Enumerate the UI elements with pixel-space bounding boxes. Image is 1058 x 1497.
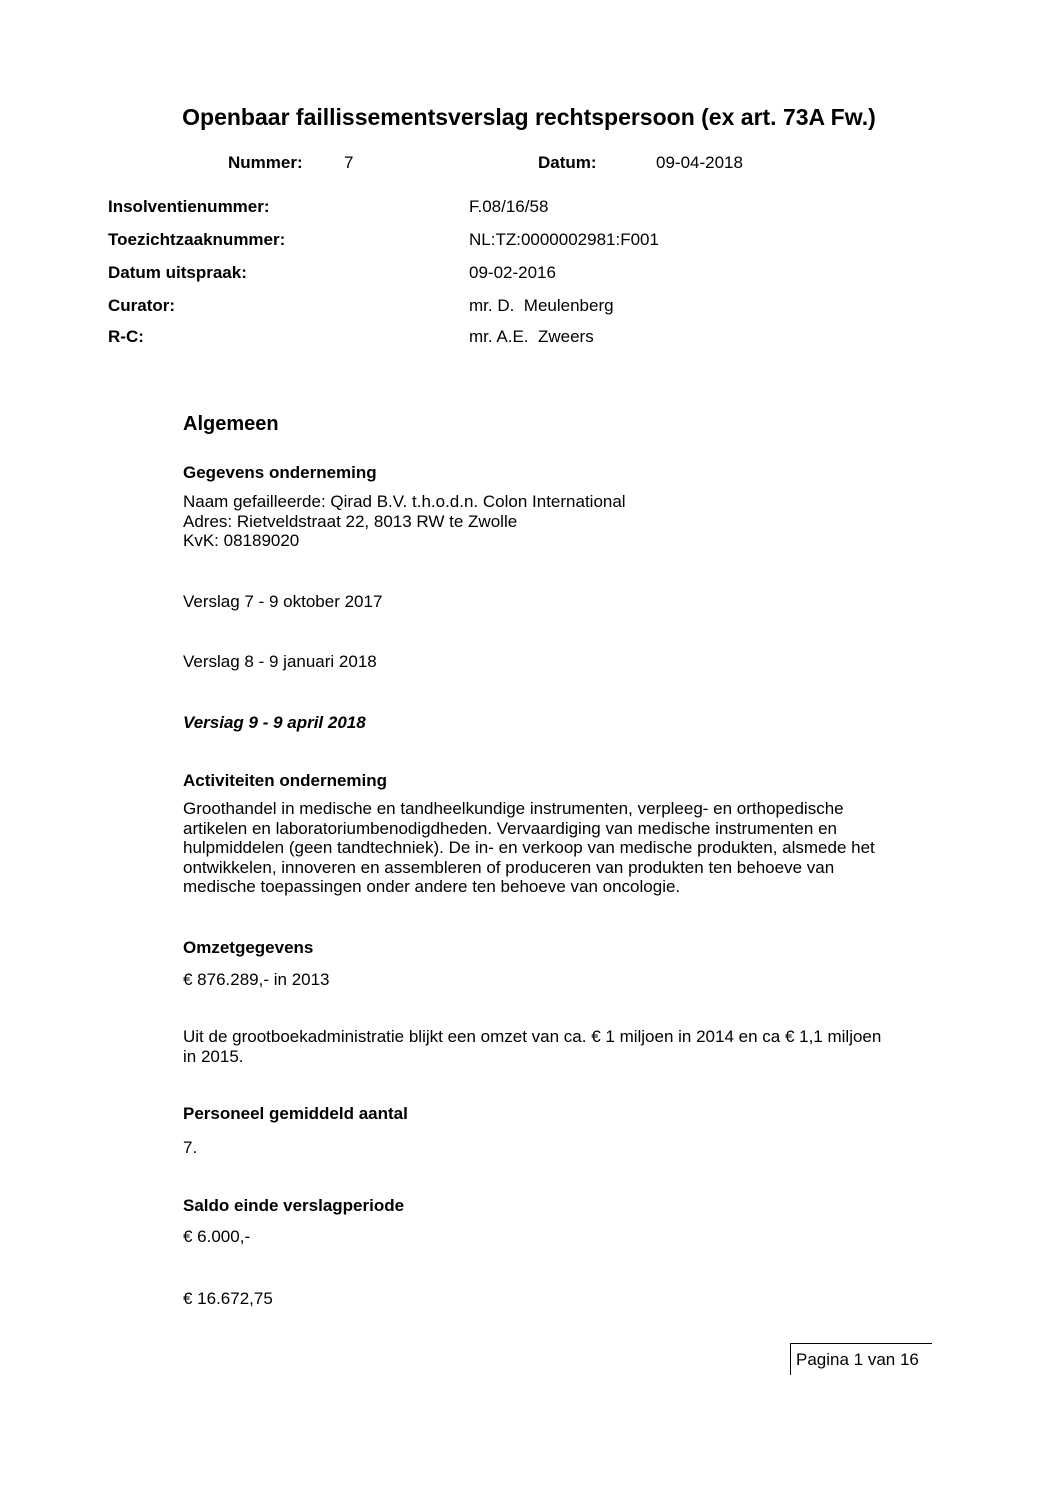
activiteiten-line: artikelen en laboratoriumbenodigdheden. Vervaardiging van medische instrumenten en <box>183 818 837 838</box>
gegevens-line-kvk: KvK: 08189020 <box>183 531 300 550</box>
meta-label-toezichtzaaknummer: Toezichtzaaknummer: <box>108 230 286 249</box>
activiteiten-line: hulpmiddelen (geen tandtechniek). De in- en verkoop van medische produkten, alsmede het <box>183 838 875 857</box>
activiteiten-line: ontwikkelen, innoveren en assembleren of produceren van produkten ten behoeve van <box>183 857 835 877</box>
meta-value-curator: mr. D. Meulenberg <box>469 296 614 315</box>
section-title-algemeen: Algemeen <box>183 413 279 435</box>
meta-value-datum-uitspraak: 09-02-2016 <box>469 263 556 282</box>
personeel-value: 7. <box>183 1138 198 1157</box>
page-number: Pagina 1 van 16 <box>796 1350 919 1369</box>
heading-activiteiten-onderneming: Activiteiten onderneming <box>183 771 388 790</box>
nummer-label: Nummer: <box>228 153 303 172</box>
meta-value-toezichtzaaknummer: NL:TZ:0000002981:F001 <box>469 230 659 249</box>
datum-label: Datum: <box>538 153 597 172</box>
meta-value-rc: mr. A.E. Zweers <box>469 327 594 346</box>
heading-saldo: Saldo einde verslagperiode <box>183 1196 405 1215</box>
verslag-7: Verslag 7 - 9 oktober 2017 <box>183 592 383 611</box>
omzet-grootboek-line: Uit de grootboekadministratie blijkt een omzet van ca. € 1 miljoen in 2014 en ca € 1,1 miljoen <box>183 1027 882 1046</box>
heading-omzetgegevens: Omzetgegevens <box>183 938 314 957</box>
document-title: Openbaar faillissementsverslag rechtspersoon (ex art. 73A Fw.) <box>182 104 876 130</box>
verslag-9: Versiag 9 - 9 april 2018 <box>183 713 366 732</box>
gegevens-onderneming-text <box>183 492 928 551</box>
meta-label-curator: Curator: <box>108 296 176 315</box>
meta-label-datum-uitspraak: Datum uitspraak: <box>108 263 247 282</box>
verslag-8: Verslag 8 - 9 januari 2018 <box>183 652 377 671</box>
omzet-grootboek-text <box>183 1027 928 1066</box>
omzet-2013: € 876.289,- in 2013 <box>183 970 330 989</box>
heading-gegevens-onderneming: Gegevens onderneming <box>183 463 377 482</box>
activiteiten-line: medische toepassingen onder andere ten behoeve van oncologie. <box>183 877 681 896</box>
saldo-value-2: € 16.672,75 <box>183 1289 273 1308</box>
nummer-value: 7 <box>344 153 354 172</box>
meta-label-rc: R-C: <box>108 327 144 346</box>
gegevens-line-naam: Naam gefailleerde: Qirad B.V. t.h.o.d.n. Colon International <box>183 492 626 511</box>
heading-personeel: Personeel gemiddeld aantal <box>183 1104 408 1123</box>
omzet-grootboek-line: in 2015. <box>183 1046 244 1066</box>
datum-value: 09-04-2018 <box>656 153 743 172</box>
meta-label-insolventienummer: Insolventienummer: <box>108 197 270 216</box>
activiteiten-line: Groothandel in medische en tandheelkundige instrumenten, verpleeg- en orthopedische <box>183 799 844 818</box>
saldo-value-1: € 6.000,- <box>183 1227 251 1246</box>
gegevens-line-adres: Adres: Rietveldstraat 22, 8013 RW te Zwolle <box>183 511 518 531</box>
meta-value-insolventienummer: F.08/16/58 <box>469 197 549 216</box>
activiteiten-text <box>183 799 928 897</box>
